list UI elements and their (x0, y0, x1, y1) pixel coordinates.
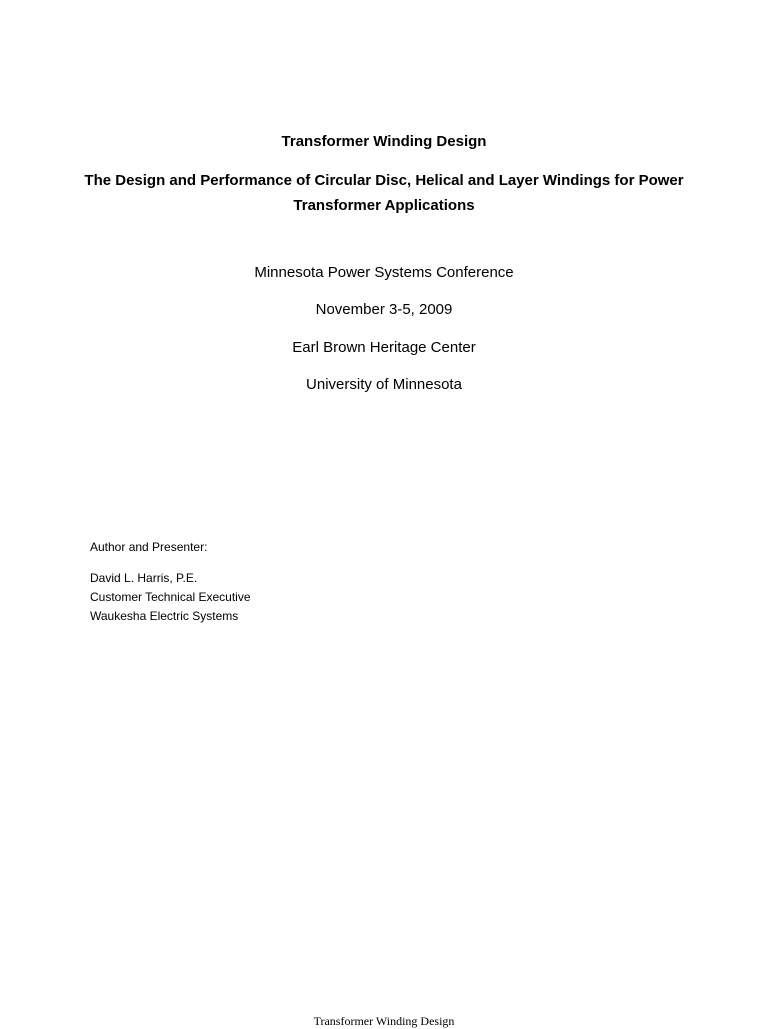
page-footer: Transformer Winding Design (313, 1014, 455, 1028)
author-details (90, 569, 251, 626)
author-company: Waukesha Electric Systems (90, 609, 239, 623)
document-title: Transformer Winding Design (281, 133, 487, 150)
conference-venue: Earl Brown Heritage Center (292, 339, 476, 356)
author-heading: Author and Presenter: (90, 540, 208, 554)
conference-dates: November 3-5, 2009 (315, 301, 453, 318)
author-section (90, 538, 251, 626)
conference-name: Minnesota Power Systems Conference (254, 264, 514, 281)
document-subtitle: The Design and Performance of Circular Disc, Helical and Layer Windings for Power Transformer Applications (84, 172, 684, 214)
author-role: Customer Technical Executive (90, 590, 251, 604)
author-name: David L. Harris, P.E. (90, 571, 198, 585)
conference-institution: University of Minnesota (306, 376, 462, 393)
